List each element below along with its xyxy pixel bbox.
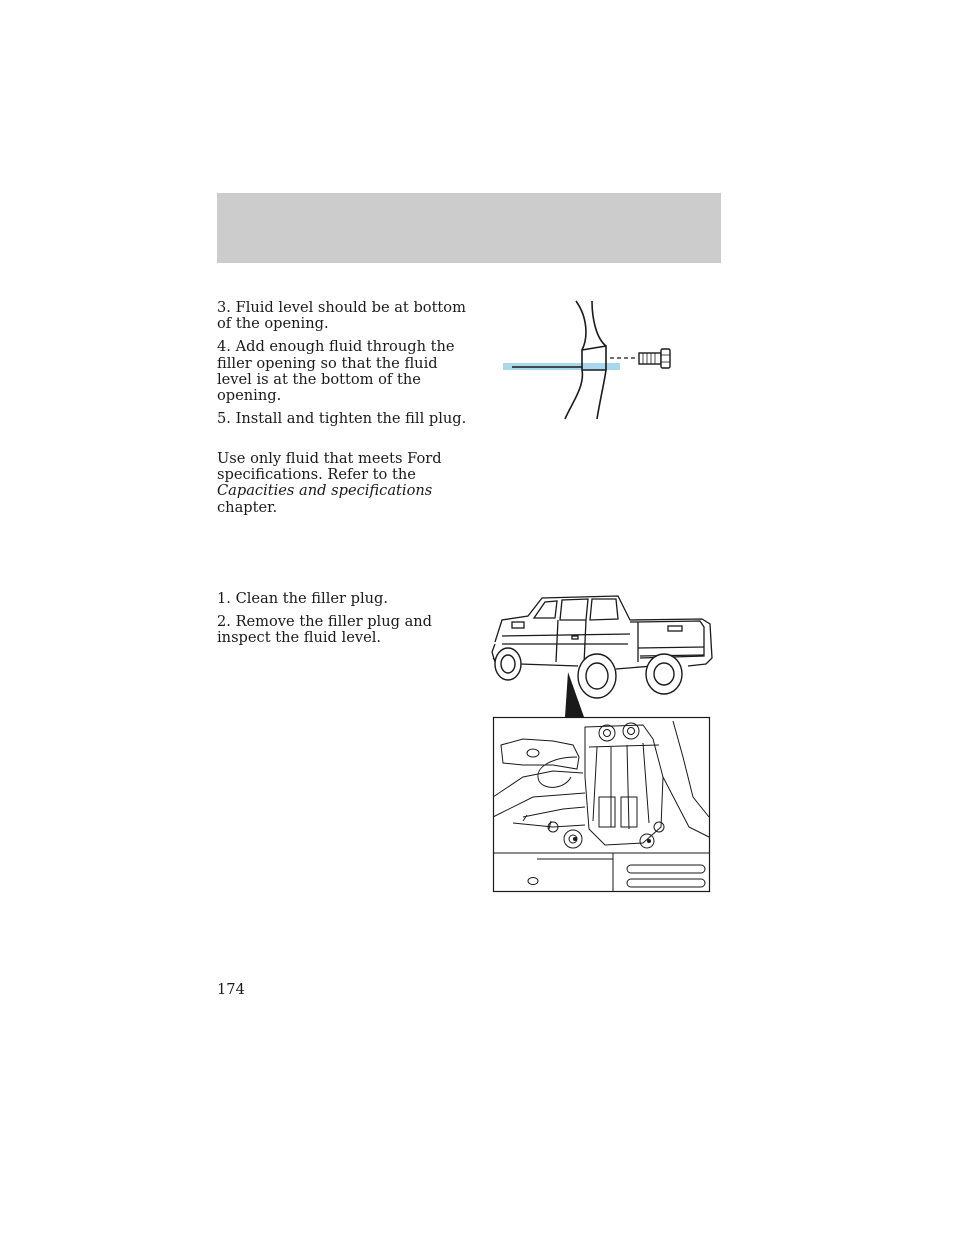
step-1: 1. Clean the filler plug. (217, 590, 389, 607)
note-text-after: chapter. (217, 498, 278, 516)
truck-wheel-front (495, 648, 521, 680)
pickup-truck-illustration (490, 592, 715, 697)
fluid-level-steps (217, 300, 467, 434)
section-header-bar (217, 193, 721, 263)
fill-opening-illustration (500, 298, 680, 423)
page-number: 174 (217, 981, 245, 998)
filler-plug-steps (217, 591, 467, 654)
step-4: 4. Add enough fluid through the filler opening so that the fluid level is at the bottom of the opening. (217, 338, 455, 405)
step-2: 2. Remove the filler plug and inspect the fluid level. (217, 613, 433, 647)
fluid-spec-note (217, 451, 467, 523)
capacities-chapter-reference: Capacities and specifications (217, 482, 433, 500)
step-5: 5. Install and tighten the fill plug. (217, 410, 467, 428)
step-3: 3. Fluid level should be at bottom of the opening. (217, 299, 466, 333)
underbody-detail-illustration (493, 717, 710, 892)
truck-wheel-rear (578, 654, 682, 698)
note-text-before: Use only fluid that meets Ford specifications. Refer to the (217, 450, 442, 484)
fill-plug-icon (639, 349, 670, 368)
